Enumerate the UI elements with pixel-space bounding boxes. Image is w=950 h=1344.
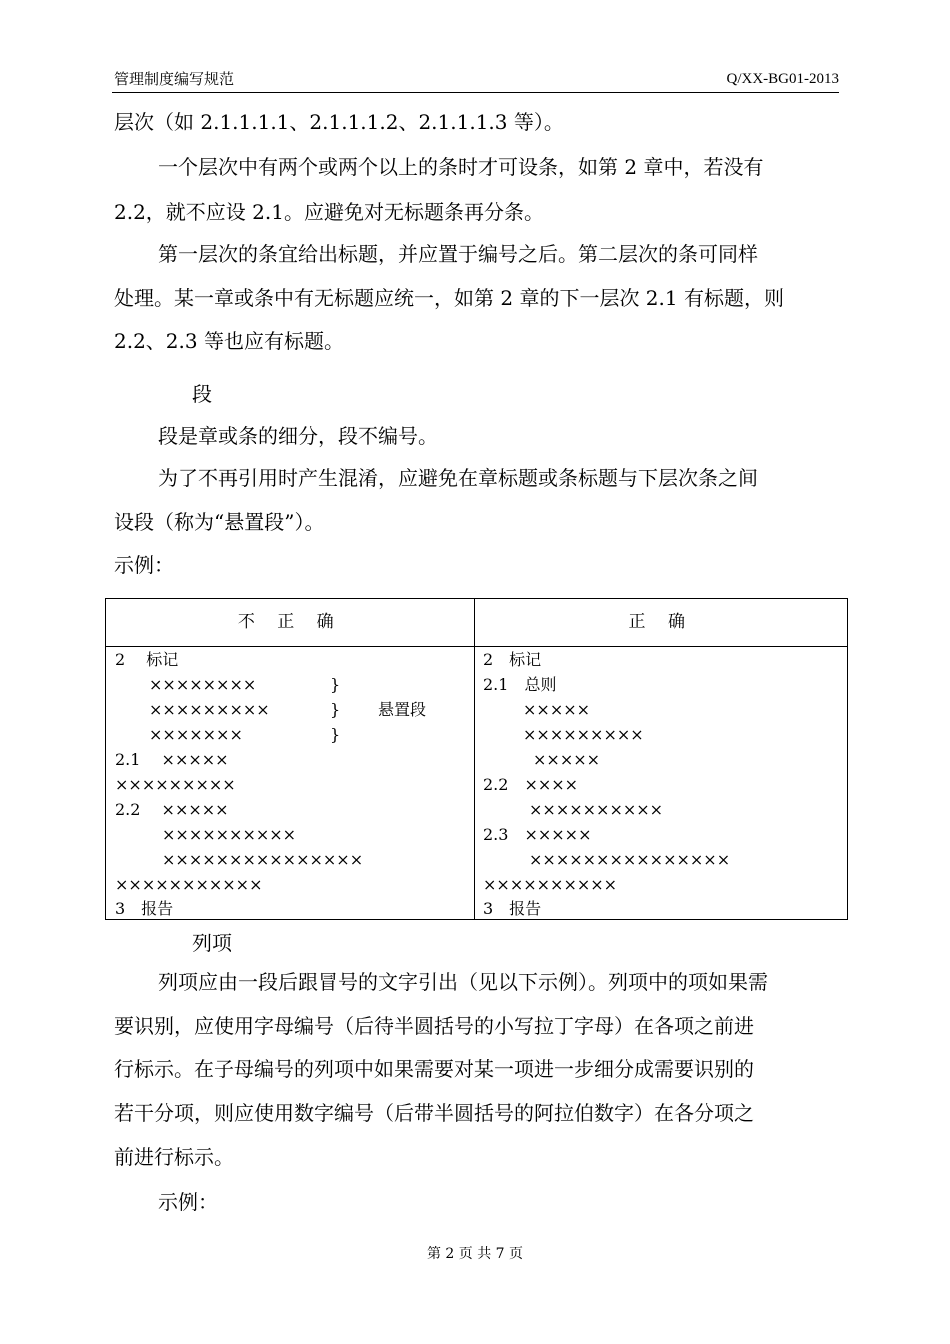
paragraph-line: 2.2、2.3 等也应有标题。 <box>114 329 344 353</box>
wrong-line: 3 报告 <box>115 899 174 918</box>
right-line: 2 标记 <box>483 650 542 669</box>
wrong-line: ××××××××× <box>149 700 270 719</box>
page-number: 第 2 页 共 7 页 <box>426 1246 524 1262</box>
wrong-line: ××××××××××× <box>115 875 263 894</box>
comparison-table <box>105 598 848 920</box>
right-line: ××××××××× <box>523 725 644 744</box>
paragraph-line: 段是章或条的细分，段不编号。 <box>158 424 438 448</box>
column-header-wrong: 不 正 确 <box>106 599 475 647</box>
paragraph-line: 一个层次中有两个或两个以上的条时才可设条，如第 2 章中，若没有 <box>158 155 764 179</box>
right-line: ××××× <box>533 750 601 769</box>
paragraph-line: 设段（称为“悬置段”）。 <box>114 510 325 534</box>
wrong-example-cell <box>106 647 475 920</box>
right-line: 2.3 ××××× <box>483 825 592 844</box>
right-line: ×××××××××× <box>483 875 618 894</box>
paragraph-line: 第一层次的条宜给出标题，并应置于编号之后。第二层次的条可同样 <box>158 242 758 266</box>
paragraph-line: 处理。某一章或条中有无标题应统一，如第 2 章的下一层次 2.1 有标题，则 <box>114 286 784 310</box>
brace: } <box>330 725 341 744</box>
wrong-line: 2.2 ××××× <box>115 800 229 819</box>
wrong-line: 2.1 ××××× <box>115 750 229 769</box>
right-line: ××××××××××××××× <box>529 850 731 869</box>
document-code: Q/XX-BG01-2013 <box>726 71 839 87</box>
right-line: ×××××××××× <box>529 800 664 819</box>
header-divider <box>112 92 839 93</box>
right-line: 2.2 ×××× <box>483 775 579 794</box>
paragraph-line: 层次（如 2.1.1.1.1、2.1.1.1.2、2.1.1.1.3 等）。 <box>114 110 564 134</box>
right-line: 3 报告 <box>483 899 542 918</box>
wrong-line: ×××××××××× <box>162 825 297 844</box>
brace: } <box>330 675 341 694</box>
paragraph-line: 2.2，就不应设 2.1。应避免对无标题条再分条。 <box>114 200 544 224</box>
brace: } <box>330 700 341 719</box>
right-example-cell <box>475 647 848 920</box>
paragraph-line: 为了不再引用时产生混淆，应避免在章标题或条标题与下层次条之间 <box>158 466 758 490</box>
example-label: 示例： <box>114 553 174 577</box>
paragraph-line: 要识别，应使用字母编号（后待半圆括号的小写拉丁字母）在各项之前进 <box>114 1014 754 1038</box>
paragraph-line: 列项应由一段后跟冒号的文字引出（见以下示例）。列项中的项如果需 <box>158 970 768 994</box>
right-line: ××××× <box>523 700 591 719</box>
section-title-segment: 段 <box>192 382 212 406</box>
header-title: 管理制度编写规范 <box>114 70 235 88</box>
wrong-line: ××××××××××××××× <box>162 850 364 869</box>
section-title-list: 列项 <box>192 931 232 955</box>
wrong-line: ××××××× <box>149 725 243 744</box>
paragraph-line: 若干分项，则应使用数字编号（后带半圆括号的阿拉伯数字）在各分项之 <box>114 1101 754 1125</box>
right-line: 2.1 总则 <box>483 675 557 694</box>
wrong-line: ×××××××× <box>149 675 257 694</box>
column-header-right: 正 确 <box>475 599 848 647</box>
paragraph-line: 前进行标示。 <box>114 1145 234 1169</box>
wrong-line: ××××××××× <box>115 775 236 794</box>
example-label: 示例： <box>158 1190 218 1214</box>
paragraph-line: 行标示。在子母编号的列项中如果需要对某一项进一步细分成需要识别的 <box>114 1057 754 1081</box>
dangling-paragraph-label: 悬置段 <box>378 700 427 719</box>
wrong-line: 2 标记 <box>115 650 179 669</box>
